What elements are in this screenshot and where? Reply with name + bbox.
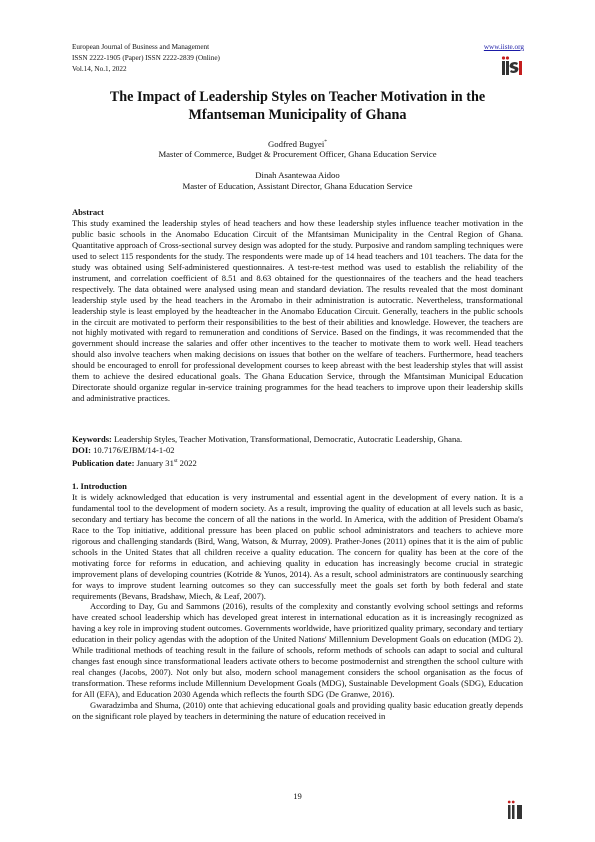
introduction-section (72, 481, 523, 722)
iiste-logo (501, 55, 523, 79)
abstract-heading: Abstract (72, 207, 104, 217)
author-1-affiliation: Master of Commerce, Budget & Procurement Officer, Ghana Education Service (158, 149, 437, 159)
pubdate-label: Publication date: (72, 457, 135, 468)
page-number: 19 (293, 791, 302, 801)
author-2-name: Dinah Asantewaa Aidoo (255, 170, 340, 180)
header-volume: Vol.14, No.1, 2022 (72, 65, 127, 73)
keywords-value: Leadership Styles, Teacher Motivation, Transformational, Democratic, Autocratic Leadership, Ghana. (114, 434, 463, 444)
iiste-side-logo (507, 797, 523, 827)
author-1-name (72, 137, 523, 150)
doi-label: DOI: (72, 445, 91, 455)
pubdate-year: 2022 (177, 457, 197, 468)
paper-title: The Impact of Leadership Styles on Teacher Motivation in the Mfantseman Municipality of Ghana (109, 89, 486, 123)
author-1-mark: * (324, 139, 327, 145)
header-issn: ISSN 2222-1905 (Paper) ISSN 2222-2839 (Online) (72, 54, 220, 62)
doi-value: 10.7176/EJBM/14-1-02 (93, 445, 175, 455)
author-2-affiliation: Master of Education, Assistant Director, Ghana Education Service (182, 181, 413, 191)
abstract-text: This study examined the leadership styles of head teachers and how these leadership styles influence teacher motivation in the public basic schools in the Anomabo Education Circuit of the Mfantsiman Municipality in the Central Region of Ghana. Quantitative approach of Cross-sectional survey design was adopted for the study. Purposive and random sampling techniques were used to select 115 respondents for the study. The respondents were made up of 14 head teachers and 101 teachers. The data for the study was obtained using Self-administered questionnaires. A test-re-test method was used to establish the reliability of the instrument, and correlation coefficient of 8.51 and 8.63 obtained for the questionnaires of the teachers and the head teachers respectively. The data obtained were analysed using mean and standard deviation. The results revealed that the most dominant leadership style used by the head teachers in the Aromabo in their administration is autocratic. Nevertheless, transformational leadership style is least employed by the headteacher in the Anomabo Education Circuit. Generally, teachers in the public schools in the circuit are motivated to perform their responsibilities to the best of their abilities and knowledge. However, the teachers are not highly motivated with regard to remuneration and conditions of Service. Based on the findings, it was recommended that the government should increase the salaries and offer other incentives to the teacher to motivate them to work well. Head teachers should also involve teachers when making decisions on issues that bother on the welfare of teachers. Furthermore, head teachers should be encouraged to enroll for professional development courses to keep abreast with the best leadership styles that will assist them to achieve the desired educational goals. The Ghana Education Service, through the Mfantsiman Municipal Education Directorate should organize regular in-service training programmes for the head teachers to improve upon their leadership skills and administrative practices. (72, 217, 523, 404)
pubdate-value: January 31 (136, 457, 174, 468)
introduction-paragraph: It is widely acknowledged that education is very instrumental and essential agent in the development of every nation. It is a fundamental tool to the development of modern society. As a result, improving the quality of education at all levels such as basic, secondary and tertiary has become the concern of all the nations in the world. In America, with the addition of President Obama's Race to the Top initiative, additional pressure has been placed on public school administrators and teachers to achieve more rigorous and challenging standards (Bird, Wang, Watson, & Murray, 2009). Prather-Jones (2011) opines that it is the aim of public schools in the United States that all children receive a quality education. The concern for quality has been at the core of the motivating force for reforms in education, and achieving quality in education has increasingly become crucial in strategic improvement plans of developing countries (Kotride & Yunos, 2014). As a result, school administrators are continuously searching for ways to improve student learning outcomes so they can successfully meet the goals set forth by both federal and state requirements (Bevans, Bradshaw, Miech, & Leaf, 2007). (72, 491, 523, 601)
doi-line (72, 445, 523, 456)
keywords-label: Keywords: (72, 434, 112, 444)
introduction-paragraph: Gwaradzimba and Shuma, (2010) onte that achieving educational goals and providing quality basic education greatly depends on the significant role played by teachers in determining the nature of education received in (72, 700, 523, 722)
header-journal: European Journal of Business and Management (72, 43, 210, 51)
abstract-section (72, 207, 523, 404)
keywords-line (72, 434, 523, 445)
pubdate-sup: st (173, 458, 178, 464)
introduction-heading: 1. Introduction (72, 481, 127, 491)
header-url-link[interactable]: www.iiste.org (483, 43, 524, 51)
author-1-name-text: Godfred Bugyei (268, 138, 325, 149)
introduction-paragraph: According to Day, Gu and Sammons (2016), results of the complexity and constantly evolving school settings and reforms have created school leadership which has developed great interest in international education as it is increasingly recognized as having a key role in improving student outcomes. Governments worldwide, have prioritized quality primary, secondary and tertiary education in their policy agendas with the adoption of the United Nations' Millennium Development Goals on education (MDG 2). While traditional methods of teaching result in the failure of schools, reform methods of schools can adapt to social and cultural changes fast enough since transformational leaders activate others to become postmodernist and strengthen the school culture with real changes (Jacobs, 2007). Not only but also, modern school management considers the school organisation as the focus of transformation. These reforms include Millennium Development Goals (MDG), Sustainable Development Goals (SDG), Education for All (EFA), and Education 2030 Agenda which reflects the fourth SDG (De Granwe, 2016). (72, 601, 523, 700)
pubdate-line (72, 456, 523, 469)
